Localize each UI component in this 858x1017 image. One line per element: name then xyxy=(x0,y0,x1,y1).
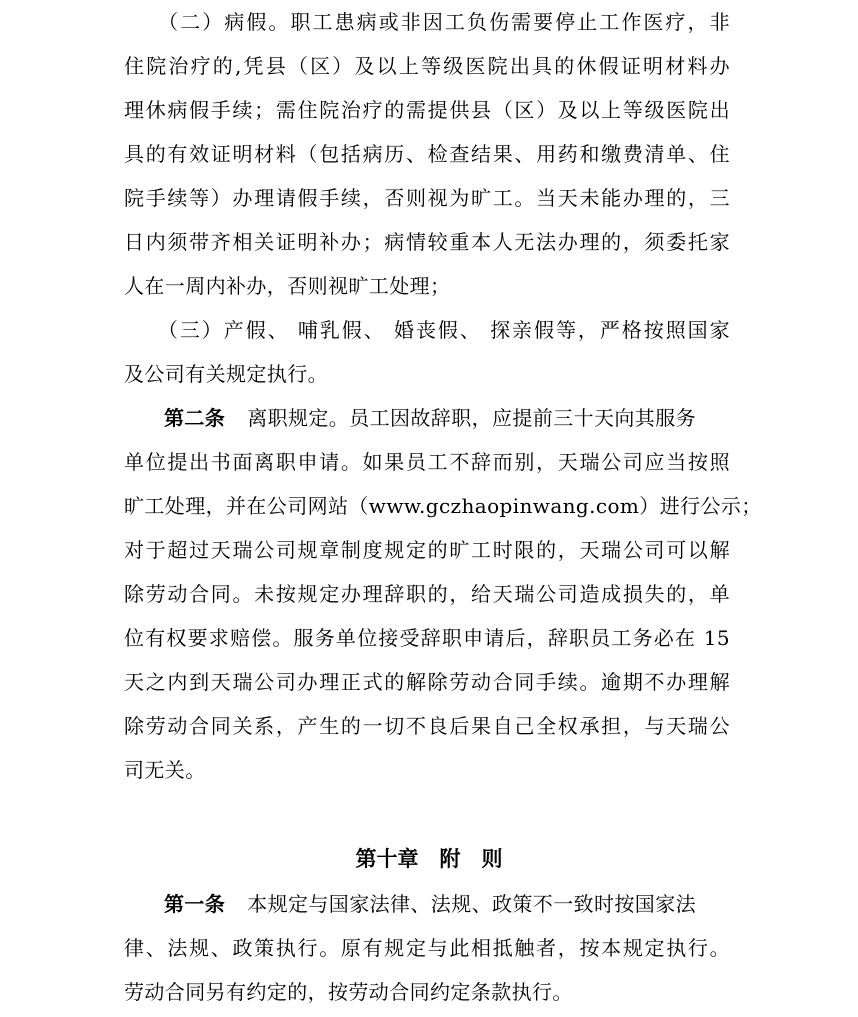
article-two-first-text: 离职规定。员工因故辞职，应提前三十天向其服务 xyxy=(247,406,697,430)
article-two-line-4: 对于超过天瑞公司规章制度规定的旷工时限的，天瑞公司可以解 xyxy=(124,538,730,562)
article-one-line-2: 律、法规、政策执行。原有规定与此相抵触者，按本规定执行。 xyxy=(124,936,730,960)
article-one-label: 第一条 xyxy=(164,892,226,916)
article-two-line-6: 位有权要求赔偿。服务单位接受辞职申请后，辞职员工务必在 15 xyxy=(124,626,730,650)
article-two-first-line xyxy=(124,407,730,429)
article-one-first-line xyxy=(124,893,730,915)
sick-leave-line-1: （二）病假。职工患病或非因工负伤需要停止工作医疗，非 xyxy=(124,10,730,34)
sick-leave-line-4: 具的有效证明材料（包括病历、检查结果、用药和缴费清单、住 xyxy=(124,142,730,166)
article-two-line-8: 除劳动合同关系，产生的一切不良后果自己全权承担，与天瑞公 xyxy=(124,714,730,738)
other-leave-line-1: （三）产假、 哺乳假、 婚丧假、 探亲假等，严格按照国家 xyxy=(124,318,730,342)
other-leave-line-2: 及公司有关规定执行。 xyxy=(124,362,328,386)
sick-leave-line-5: 院手续等）办理请假手续，否则视为旷工。当天未能办理的，三 xyxy=(124,186,730,210)
article-one-first-text: 本规定与国家法律、法规、政策不一致时按国家法 xyxy=(247,892,697,916)
sick-leave-line-2: 住院治疗的,凭县（区）及以上等级医院出具的休假证明材料办 xyxy=(124,54,730,78)
article-two-line-7: 天之内到天瑞公司办理正式的解除劳动合同手续。逾期不办理解 xyxy=(124,670,730,694)
article-two-line-9: 司无关。 xyxy=(124,758,206,782)
sick-leave-line-6: 日内须带齐相关证明补办；病情较重本人无法办理的，须委托家 xyxy=(124,230,730,254)
article-two-label: 第二条 xyxy=(164,406,226,430)
article-two-line-3: 旷工处理，并在公司网站（www.gczhaopinwang.com）进行公示； xyxy=(124,494,762,518)
sick-leave-line-7: 人在一周内补办，否则视旷工处理； xyxy=(124,274,451,298)
article-two-line-2: 单位提出书面离职申请。如果员工不辞而别，天瑞公司应当按照 xyxy=(124,450,730,474)
article-two-line-5: 除劳动合同。未按规定办理辞职的，给天瑞公司造成损失的，单 xyxy=(124,582,730,606)
article-one-line-3: 劳动合同另有约定的，按劳动合同约定条款执行。 xyxy=(124,980,573,1004)
chapter-ten-title: 第十章 附 则 xyxy=(355,846,503,871)
sick-leave-line-3: 理休病假手续；需住院治疗的需提供县（区）及以上等级医院出 xyxy=(124,98,730,122)
